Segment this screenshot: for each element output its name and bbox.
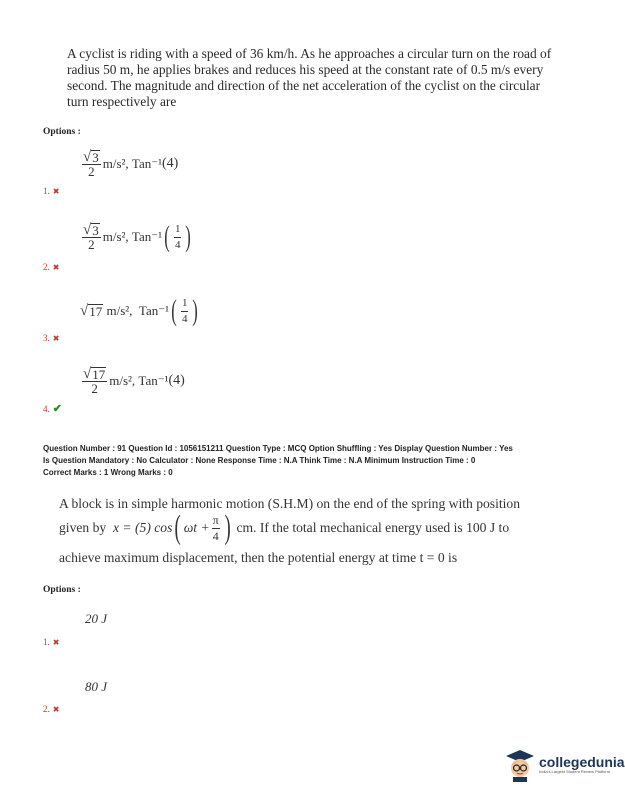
sqrt-symbol: √ xyxy=(83,222,92,238)
paren-right: ) xyxy=(224,509,231,546)
paren-right: ) xyxy=(185,220,192,253)
question-91-line-1: A block is in simple harmonic motion (S.H.M) on the end of the spring with position xyxy=(59,496,521,511)
q2-option-2-number[interactable] xyxy=(43,704,59,714)
meta-line-3: Correct Marks : 1 Wrong Marks : 0 xyxy=(43,468,173,477)
options-label-2: Options : xyxy=(43,585,81,595)
text-given-by: given by xyxy=(59,520,107,535)
option-2-formula xyxy=(80,222,193,252)
function: Tan⁻¹ xyxy=(131,156,162,171)
equation-lhs: x = (5) cos xyxy=(113,520,173,535)
option-1-formula xyxy=(80,149,178,179)
denominator: 2 xyxy=(88,164,95,179)
option-number: 3. xyxy=(43,333,50,343)
cross-icon: ✖ xyxy=(52,186,60,196)
sqrt-value: 17 xyxy=(89,304,103,319)
sqrt-symbol: √ xyxy=(83,366,92,382)
text-energy: cm. If the total mechanical energy used is 100 J to xyxy=(236,520,510,535)
meta-line-1: Question Number : 91 Question Id : 1056151211 Question Type : MCQ Option Shuffling : Yes Display Question Number : Yes xyxy=(43,444,513,453)
function: Tan⁻¹ xyxy=(138,303,169,318)
q2-option-1-value: 20 J xyxy=(85,611,108,626)
option-number: 2. xyxy=(43,704,50,714)
option-3-number[interactable] xyxy=(43,333,59,343)
cross-icon: ✖ xyxy=(52,262,60,272)
question-91-line-3: achieve maximum displacement, then the potential energy at time t = 0 is xyxy=(59,550,458,565)
arg-denominator: 4 xyxy=(181,313,188,325)
meta-line-2: Is Question Mandatory : No Calculator : None Response Time : N.A Think Time : N.A Minimum Instruction Time : 0 xyxy=(43,456,476,465)
cross-icon: ✖ xyxy=(52,704,60,714)
pi-fraction xyxy=(212,513,220,543)
option-4-number[interactable] xyxy=(43,402,62,415)
arg-fraction xyxy=(181,296,189,326)
fraction xyxy=(82,366,107,396)
sqrt-value: 3 xyxy=(92,223,99,238)
mascot-icon xyxy=(505,748,535,782)
denominator: 2 xyxy=(91,381,98,396)
option-number: 2. xyxy=(43,262,50,272)
q2-option-2-value: 80 J xyxy=(85,679,108,694)
unit: m/s², xyxy=(102,156,129,171)
paren-left: ( xyxy=(171,294,177,327)
function: Tan⁻¹ xyxy=(138,373,169,388)
unit: m/s², xyxy=(106,303,133,318)
option-number: 4. xyxy=(43,403,50,414)
question-91-prev-text: A cyclist is riding with a speed of 36 km/h. As he approaches a circular turn on the road of radius 50 m, he applies brakes and reduces his speed at the constant rate of 0.5 m/s every second. The magnitude and direction of the net acceleration of the cyclist on the circular turn respectively are xyxy=(67,46,552,109)
sqrt-value: 17 xyxy=(92,367,106,382)
argument: (4) xyxy=(161,156,179,171)
logo-name: collegedunia xyxy=(539,754,625,770)
option-1-number[interactable] xyxy=(43,186,59,196)
sqrt-symbol: √ xyxy=(80,303,89,319)
arg-denominator: 4 xyxy=(174,239,181,251)
checkmark-icon: ✔ xyxy=(52,403,62,415)
equation-term: ωt + xyxy=(183,520,210,535)
unit: m/s², xyxy=(102,229,129,244)
logo-tagline: India's Largest Student Review Platform xyxy=(539,769,611,774)
fraction xyxy=(82,149,101,179)
function: Tan⁻¹ xyxy=(131,229,162,244)
denominator: 2 xyxy=(88,237,95,252)
arg-numerator: 1 xyxy=(181,296,189,312)
unit: m/s², xyxy=(109,373,136,388)
paren-right: ) xyxy=(192,294,199,327)
logo-text xyxy=(539,755,625,775)
option-3-formula xyxy=(80,296,200,326)
paren-left: ( xyxy=(164,220,170,253)
sqrt-symbol: √ xyxy=(83,149,92,165)
sqrt-value: 3 xyxy=(92,150,99,165)
option-number: 1. xyxy=(43,637,50,647)
option-2-number[interactable] xyxy=(43,262,59,272)
cross-icon: ✖ xyxy=(52,637,60,647)
collegedunia-logo[interactable] xyxy=(505,748,625,782)
arg-numerator: 1 xyxy=(174,222,182,238)
q2-option-1-number[interactable] xyxy=(43,637,59,647)
fraction xyxy=(82,222,101,252)
question-91-line-2 xyxy=(59,509,510,546)
argument: (4) xyxy=(168,373,185,388)
options-label: Options : xyxy=(43,127,81,137)
pi-denominator: 4 xyxy=(212,529,219,543)
paren-left: ( xyxy=(174,509,182,546)
cross-icon: ✖ xyxy=(52,333,60,343)
pi-numerator: π xyxy=(212,513,219,527)
sqrt xyxy=(80,304,103,318)
question-metadata xyxy=(43,443,578,479)
arg-fraction xyxy=(174,222,182,252)
option-number: 1. xyxy=(43,186,50,196)
option-4-formula xyxy=(80,366,185,396)
